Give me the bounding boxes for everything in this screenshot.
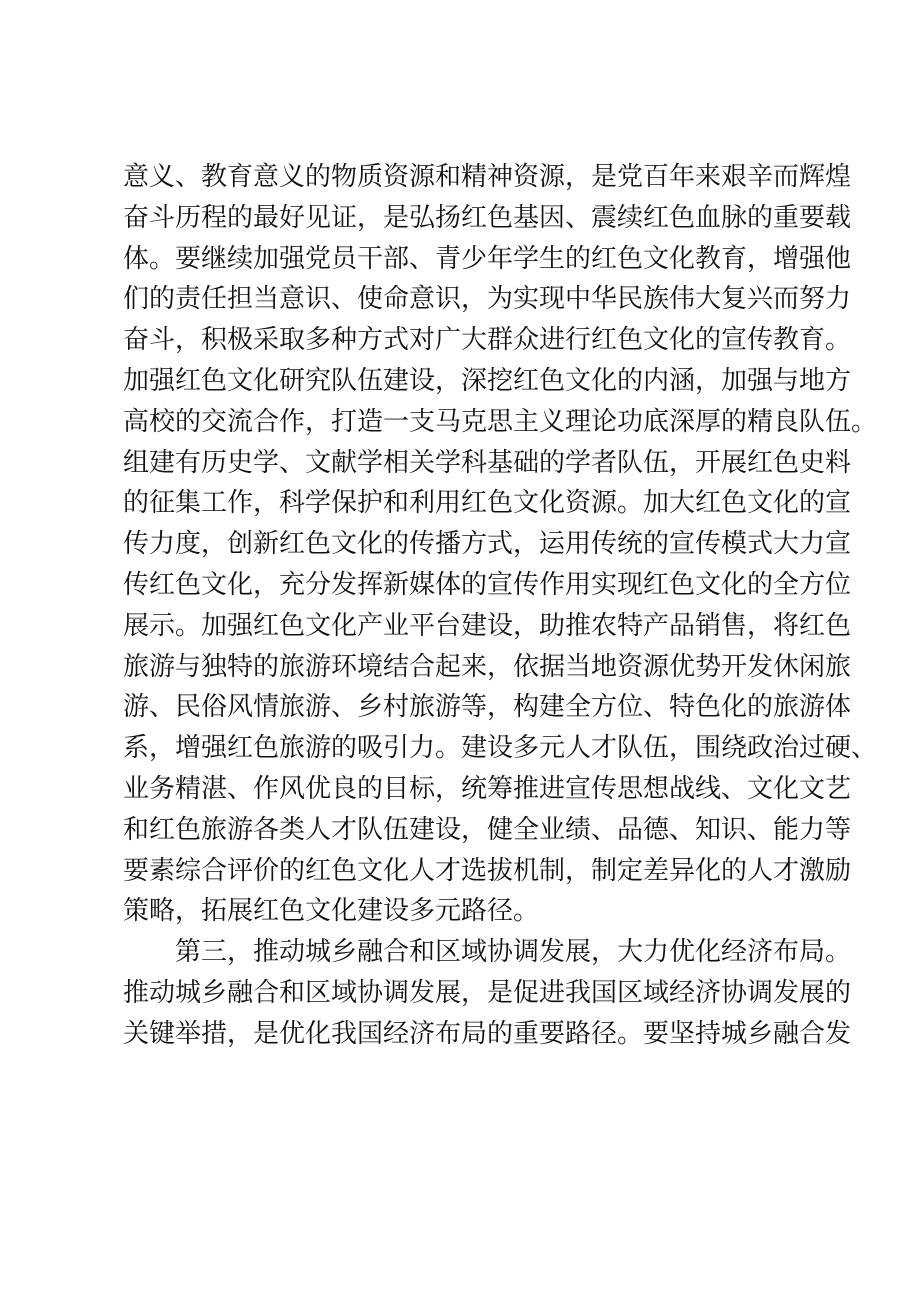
text-line: 第三，推动城乡融合和区域协调发展，大力优化经济布局。	[175, 937, 852, 968]
text-line: 高校的交流合作，打造一支马克思主义理论功底深厚的精良队伍。	[123, 406, 878, 437]
text-line: 组建有历史学、文献学相关学科基础的学者队伍，开展红色史料	[123, 447, 852, 478]
text-line: 关键举措，是优化我国经济布局的重要路径。要坚持城乡融合发	[123, 1018, 852, 1049]
text-line: 业务精湛、作风优良的目标，统筹推进宣传思想战线、文化文艺	[123, 773, 852, 804]
text-line: 传红色文化，充分发挥新媒体的宣传作用实现红色文化的全方位	[123, 569, 852, 600]
text-line: 和红色旅游各类人才队伍建设，健全业绩、品德、知识、能力等	[123, 814, 852, 845]
text-line: 体。要继续加强党员干部、青少年学生的红色文化教育，增强他	[123, 243, 852, 274]
text-line: 游、民俗风情旅游、乡村旅游等，构建全方位、特色化的旅游体	[123, 692, 852, 723]
text-line: 旅游与独特的旅游环境结合起来，依据当地资源优势开发休闲旅	[123, 651, 852, 682]
text-line: 策略，拓展红色文化建设多元路径。	[123, 896, 540, 927]
text-line: 奋斗，积极采取多种方式对广大群众进行红色文化的宣传教育。	[123, 325, 852, 356]
text-line: 传力度，创新红色文化的传播方式，运用传统的宣传模式大力宣	[123, 529, 852, 560]
text-line: 展示。加强红色文化产业平台建设，助推农特产品销售，将红色	[123, 610, 852, 641]
paragraph-2	[123, 932, 852, 1054]
text-line: 系，增强红色旅游的吸引力。建设多元人才队伍，围绕政治过硬、	[123, 733, 878, 764]
paragraph-1	[123, 157, 878, 932]
text-line: 要素综合评价的红色文化人才选拔机制，制定差异化的人才激励	[123, 855, 852, 886]
text-line: 们的责任担当意识、使命意识，为实现中华民族伟大复兴而努力	[123, 284, 852, 315]
text-line: 的征集工作，科学保护和利用红色文化资源。加大红色文化的宣	[123, 488, 852, 519]
text-line: 推动城乡融合和区域协调发展，是促进我国区域经济协调发展的	[123, 977, 852, 1008]
text-line: 奋斗历程的最好见证，是弘扬红色基因、震续红色血脉的重要载	[123, 202, 852, 233]
body-text	[123, 157, 878, 1055]
text-line: 加强红色文化研究队伍建设，深挖红色文化的内涵，加强与地方	[123, 365, 852, 396]
text-line: 意义、教育意义的物质资源和精神资源，是党百年来艰辛而辉煌	[123, 162, 852, 192]
